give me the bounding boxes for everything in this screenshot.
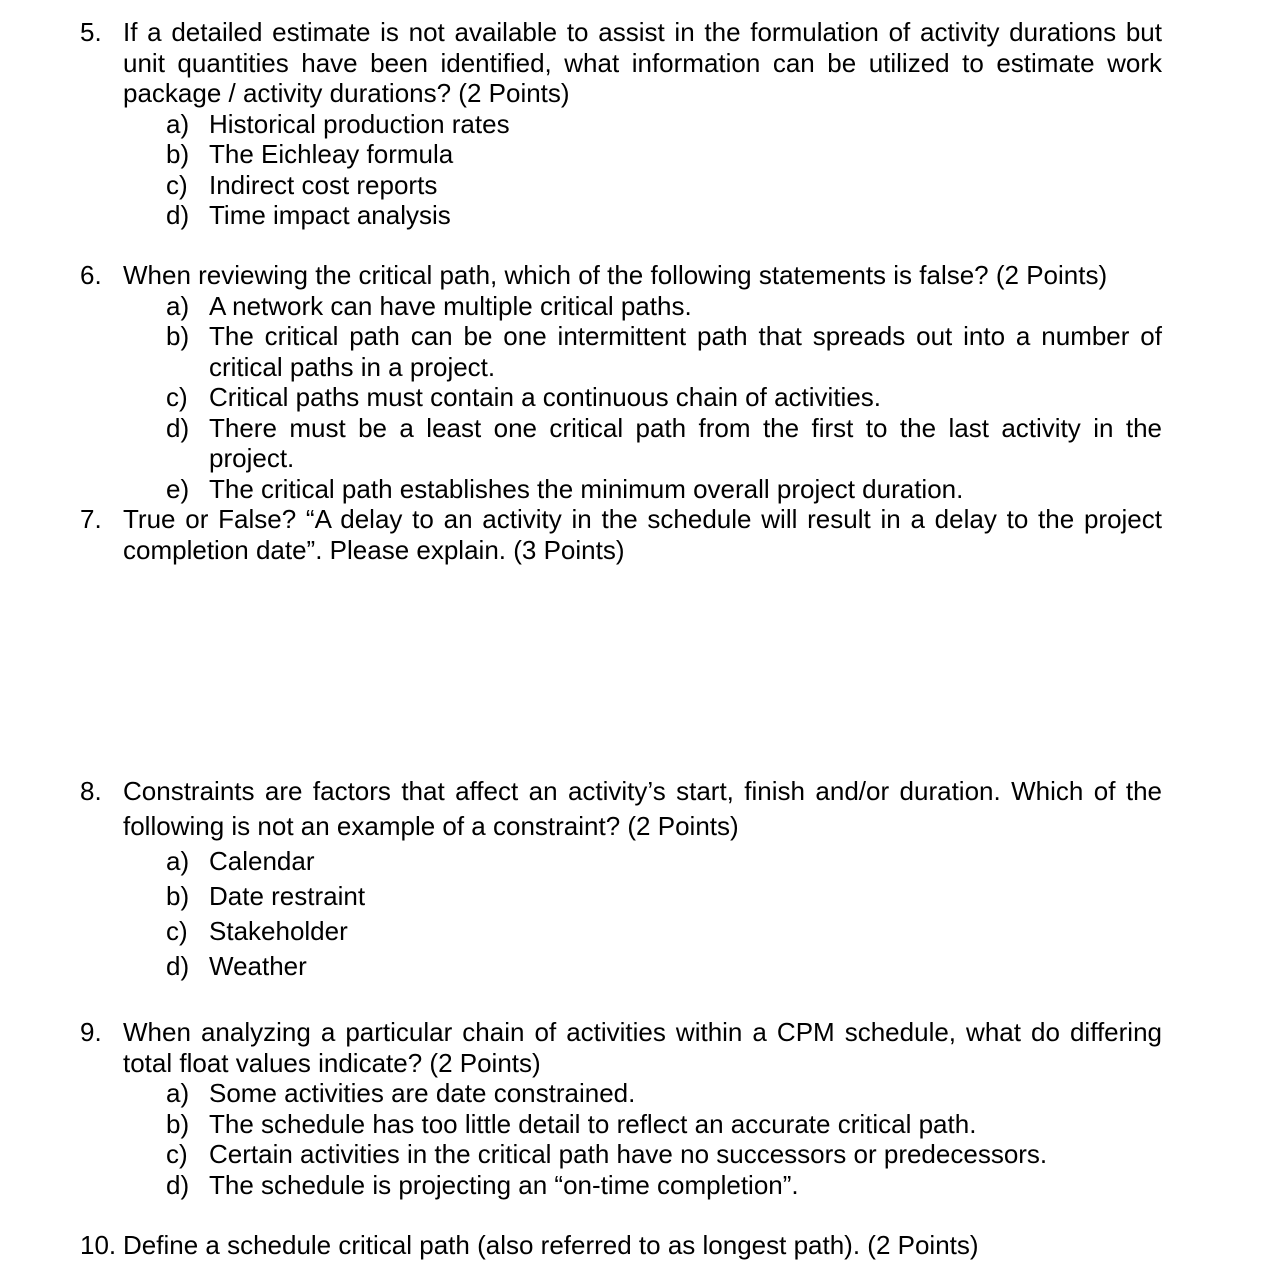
option-label: c) [166, 1139, 188, 1169]
answer-option [80, 474, 1162, 505]
option-label: d) [166, 1169, 190, 1200]
option-text: Critical paths must contain a continuous chain of activities. [209, 382, 882, 412]
answer-options [80, 844, 1162, 984]
option-label: e) [166, 473, 190, 504]
option-text: Time impact analysis [209, 200, 451, 230]
answer-options [80, 1078, 1162, 1200]
option-label: a) [166, 290, 190, 321]
answer-option [80, 879, 1162, 914]
option-text: The schedule is projecting an “on-time completion”. [209, 1169, 799, 1200]
question-stem [80, 504, 1162, 565]
option-label: b) [166, 881, 190, 911]
answer-option [80, 321, 1162, 382]
option-label: d) [166, 200, 190, 230]
option-text: A network can have multiple critical paths. [209, 290, 692, 321]
question-stem [80, 17, 1162, 109]
option-label: a) [166, 846, 190, 876]
option-label: c) [166, 382, 188, 412]
option-text: Some activities are date constrained. [209, 1078, 636, 1108]
option-label: d) [166, 951, 190, 981]
answer-option [80, 109, 1162, 140]
question-number: 5. [80, 17, 102, 47]
option-text: Indirect cost reports [209, 169, 438, 200]
answer-option [80, 200, 1162, 231]
option-text: Weather [209, 951, 307, 981]
answer-options [80, 109, 1162, 231]
question-6 [80, 260, 1162, 504]
option-text: The critical path establishes the minimum overall project duration. [209, 473, 964, 504]
question-5 [80, 17, 1162, 231]
option-label: a) [166, 108, 190, 139]
option-text: There must be a least one critical path from the first to the last activity in the project. [209, 412, 1162, 473]
option-text: The critical path can be one intermittent path that spreads out into a number of critical paths in a project. [209, 321, 1162, 382]
option-label: c) [166, 916, 188, 946]
option-label: a) [166, 1078, 190, 1108]
question-stem [80, 1017, 1162, 1078]
answer-option [80, 382, 1162, 413]
answer-option [80, 844, 1162, 879]
question-stem [80, 260, 1162, 291]
question-7 [80, 504, 1162, 565]
question-number: 7. [80, 504, 102, 534]
option-label: b) [166, 1108, 190, 1139]
option-text: Date restraint [209, 881, 366, 911]
answer-option [80, 1139, 1162, 1170]
option-text: Calendar [209, 846, 315, 876]
question-8 [80, 774, 1162, 984]
question-text: Constraints are factors that affect an activity’s start, finish and/or duration. Which of the following is not an example of a constraint? (2 Points) [123, 776, 1162, 841]
option-label: b) [166, 139, 190, 169]
question-text: If a detailed estimate is not available to assist in the formulation of activity durations but unit quantities have been identified, what information can be utilized to estimate work package / activity durations? (2 Points) [123, 17, 1162, 108]
answer-option [80, 1109, 1162, 1140]
question-number: 8. [80, 776, 102, 806]
question-stem [80, 774, 1162, 844]
option-text: Stakeholder [209, 916, 348, 946]
option-label: c) [166, 169, 188, 200]
option-text: Certain activities in the critical path have no successors or predecessors. [209, 1139, 1048, 1169]
option-text: The schedule has too little detail to reflect an accurate critical path. [209, 1108, 977, 1139]
option-text: Historical production rates [209, 108, 510, 139]
question-text: Define a schedule critical path (also referred to as longest path). (2 Points) [123, 1230, 979, 1260]
option-label: b) [166, 321, 190, 351]
answer-option [80, 1170, 1162, 1201]
option-text: The Eichleay formula [209, 139, 454, 169]
question-text: When analyzing a particular chain of activities within a CPM schedule, what do differing total float values indicate? (2 Points) [123, 1017, 1162, 1078]
question-number: 9. [80, 1017, 102, 1047]
question-9 [80, 1017, 1162, 1200]
answer-option [80, 949, 1162, 984]
answer-option [80, 1078, 1162, 1109]
question-text: When reviewing the critical path, which of the following statements is false? (2 Points) [123, 260, 1108, 290]
question-text: True or False? “A delay to an activity in the schedule will result in a delay to the project completion date”. Please explain. (3 Points) [123, 504, 1162, 565]
question-number: 6. [80, 260, 102, 290]
question-10 [80, 1230, 1162, 1261]
question-stem [80, 1230, 1162, 1261]
question-number: 10. [80, 1230, 117, 1260]
answer-option [80, 413, 1162, 474]
answer-options [80, 291, 1162, 505]
answer-option [80, 291, 1162, 322]
option-label: d) [166, 412, 190, 443]
answer-option [80, 139, 1162, 170]
answer-option [80, 914, 1162, 949]
answer-option [80, 170, 1162, 201]
